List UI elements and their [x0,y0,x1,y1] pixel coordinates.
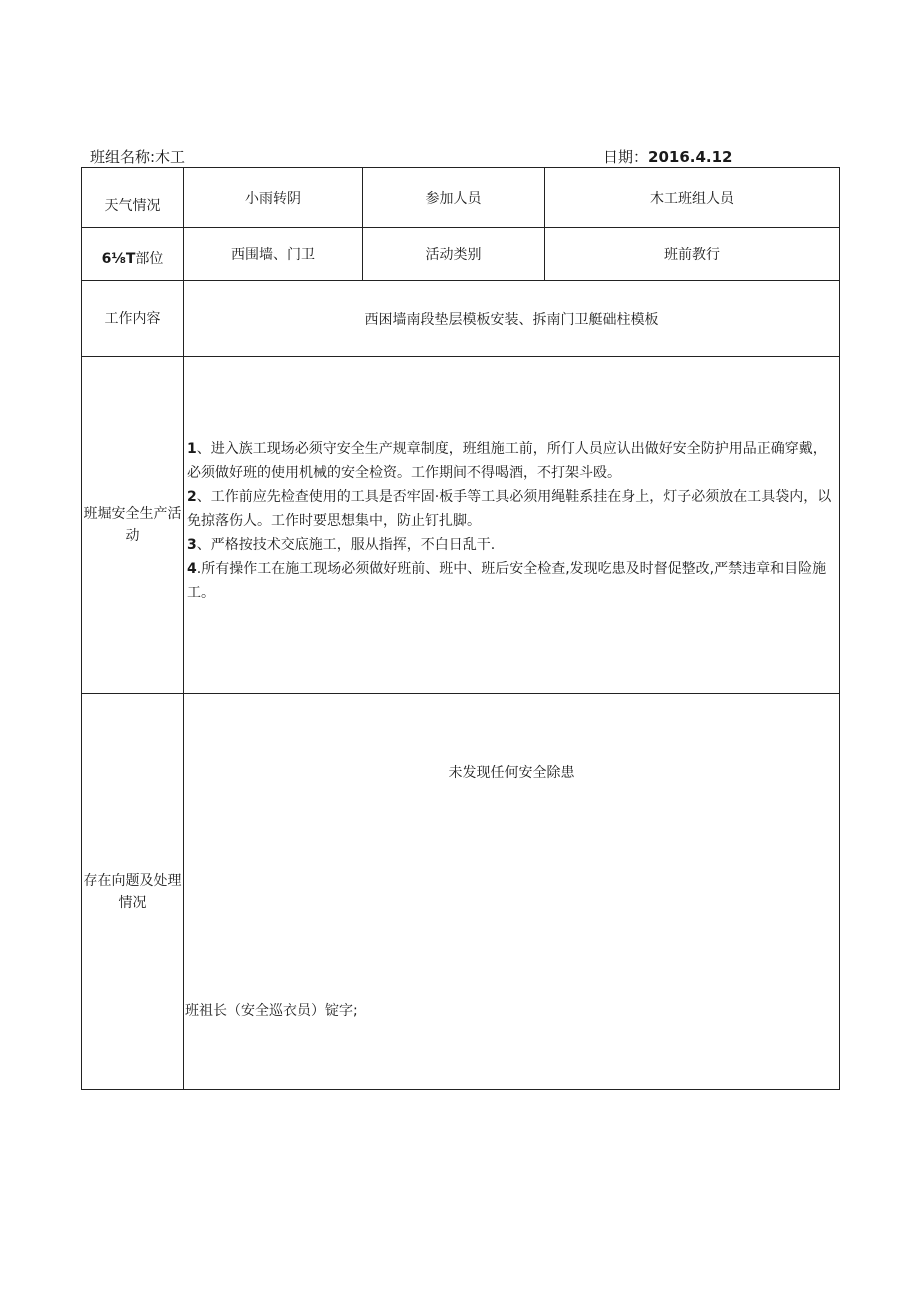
activity-item-text: .所有操作工在施工现场必须做好班前、班中、班后安全检查,发现吃患及时督促整改,严禁违章和目险施工。 [187,561,827,601]
location-label [82,228,184,281]
team-name: 班组名称:木工 [90,148,186,166]
work-value: 西困墙南段垫层模板安装、拆南门卫艇础柱模板 [184,281,840,357]
issues-label: 存在向题及处理情况 [82,694,184,1090]
location-row [82,228,840,281]
date-field [603,147,732,167]
activity-item-text: 、严格按技术交底施工，服从指挥，不白日乱干. [196,537,496,553]
activity-item-num: 2 [187,489,197,505]
activity-item-num: 3 [187,537,197,553]
activity-item-text: 、进入族工现场必须守安全生产规章制度，班组施工前，所仃人员应认出做好安全防护用品正确穿戴，必须做好班的使用机械的安全检资。工作期间不得喝酒，不打架斗殴。 [187,441,827,481]
date-label: 日期： [603,148,649,166]
issues-content [184,694,840,1090]
category-label: 活动类别 [363,228,545,281]
category-value: 班前教行 [545,228,840,281]
activity-item-text: 、工作前应先检查使用的工具是否牢固·板手等工具必须用绳鞋系挂在身上，灯子必须放在工具袋内，以免掠落伤人。工作时要思想集中，防止钉扎脚。 [187,489,832,529]
activity-item-num: 1 [187,441,197,457]
safety-activity-form [81,167,840,1090]
signature-line: 班祖长（安全巡衣员）锭字; [185,1003,358,1019]
weather-label: 天气情况 [82,168,184,228]
issues-value: 未发现任何安全除患 [448,765,575,781]
work-row [82,281,840,357]
activity-item-num: 4 [187,561,197,577]
participants-label: 参加人员 [363,168,545,228]
activity-item [187,485,837,533]
activity-item [187,437,837,485]
activity-label: 班堀安全生产活动 [82,357,184,694]
location-label-suffix: 部位 [135,251,164,267]
weather-value: 小雨转阴 [184,168,363,228]
work-label: 工作内容 [82,281,184,357]
participants-value: 木工班组人员 [545,168,840,228]
activity-content [184,357,840,694]
location-value: 西围墙、门卫 [184,228,363,281]
issues-row [82,694,840,1090]
weather-row [82,168,840,228]
activity-row [82,357,840,694]
date-value: 2016.4.12 [648,148,733,166]
activity-item [187,557,837,605]
location-label-prefix: 6⅛T [101,251,136,267]
activity-item [187,533,837,557]
